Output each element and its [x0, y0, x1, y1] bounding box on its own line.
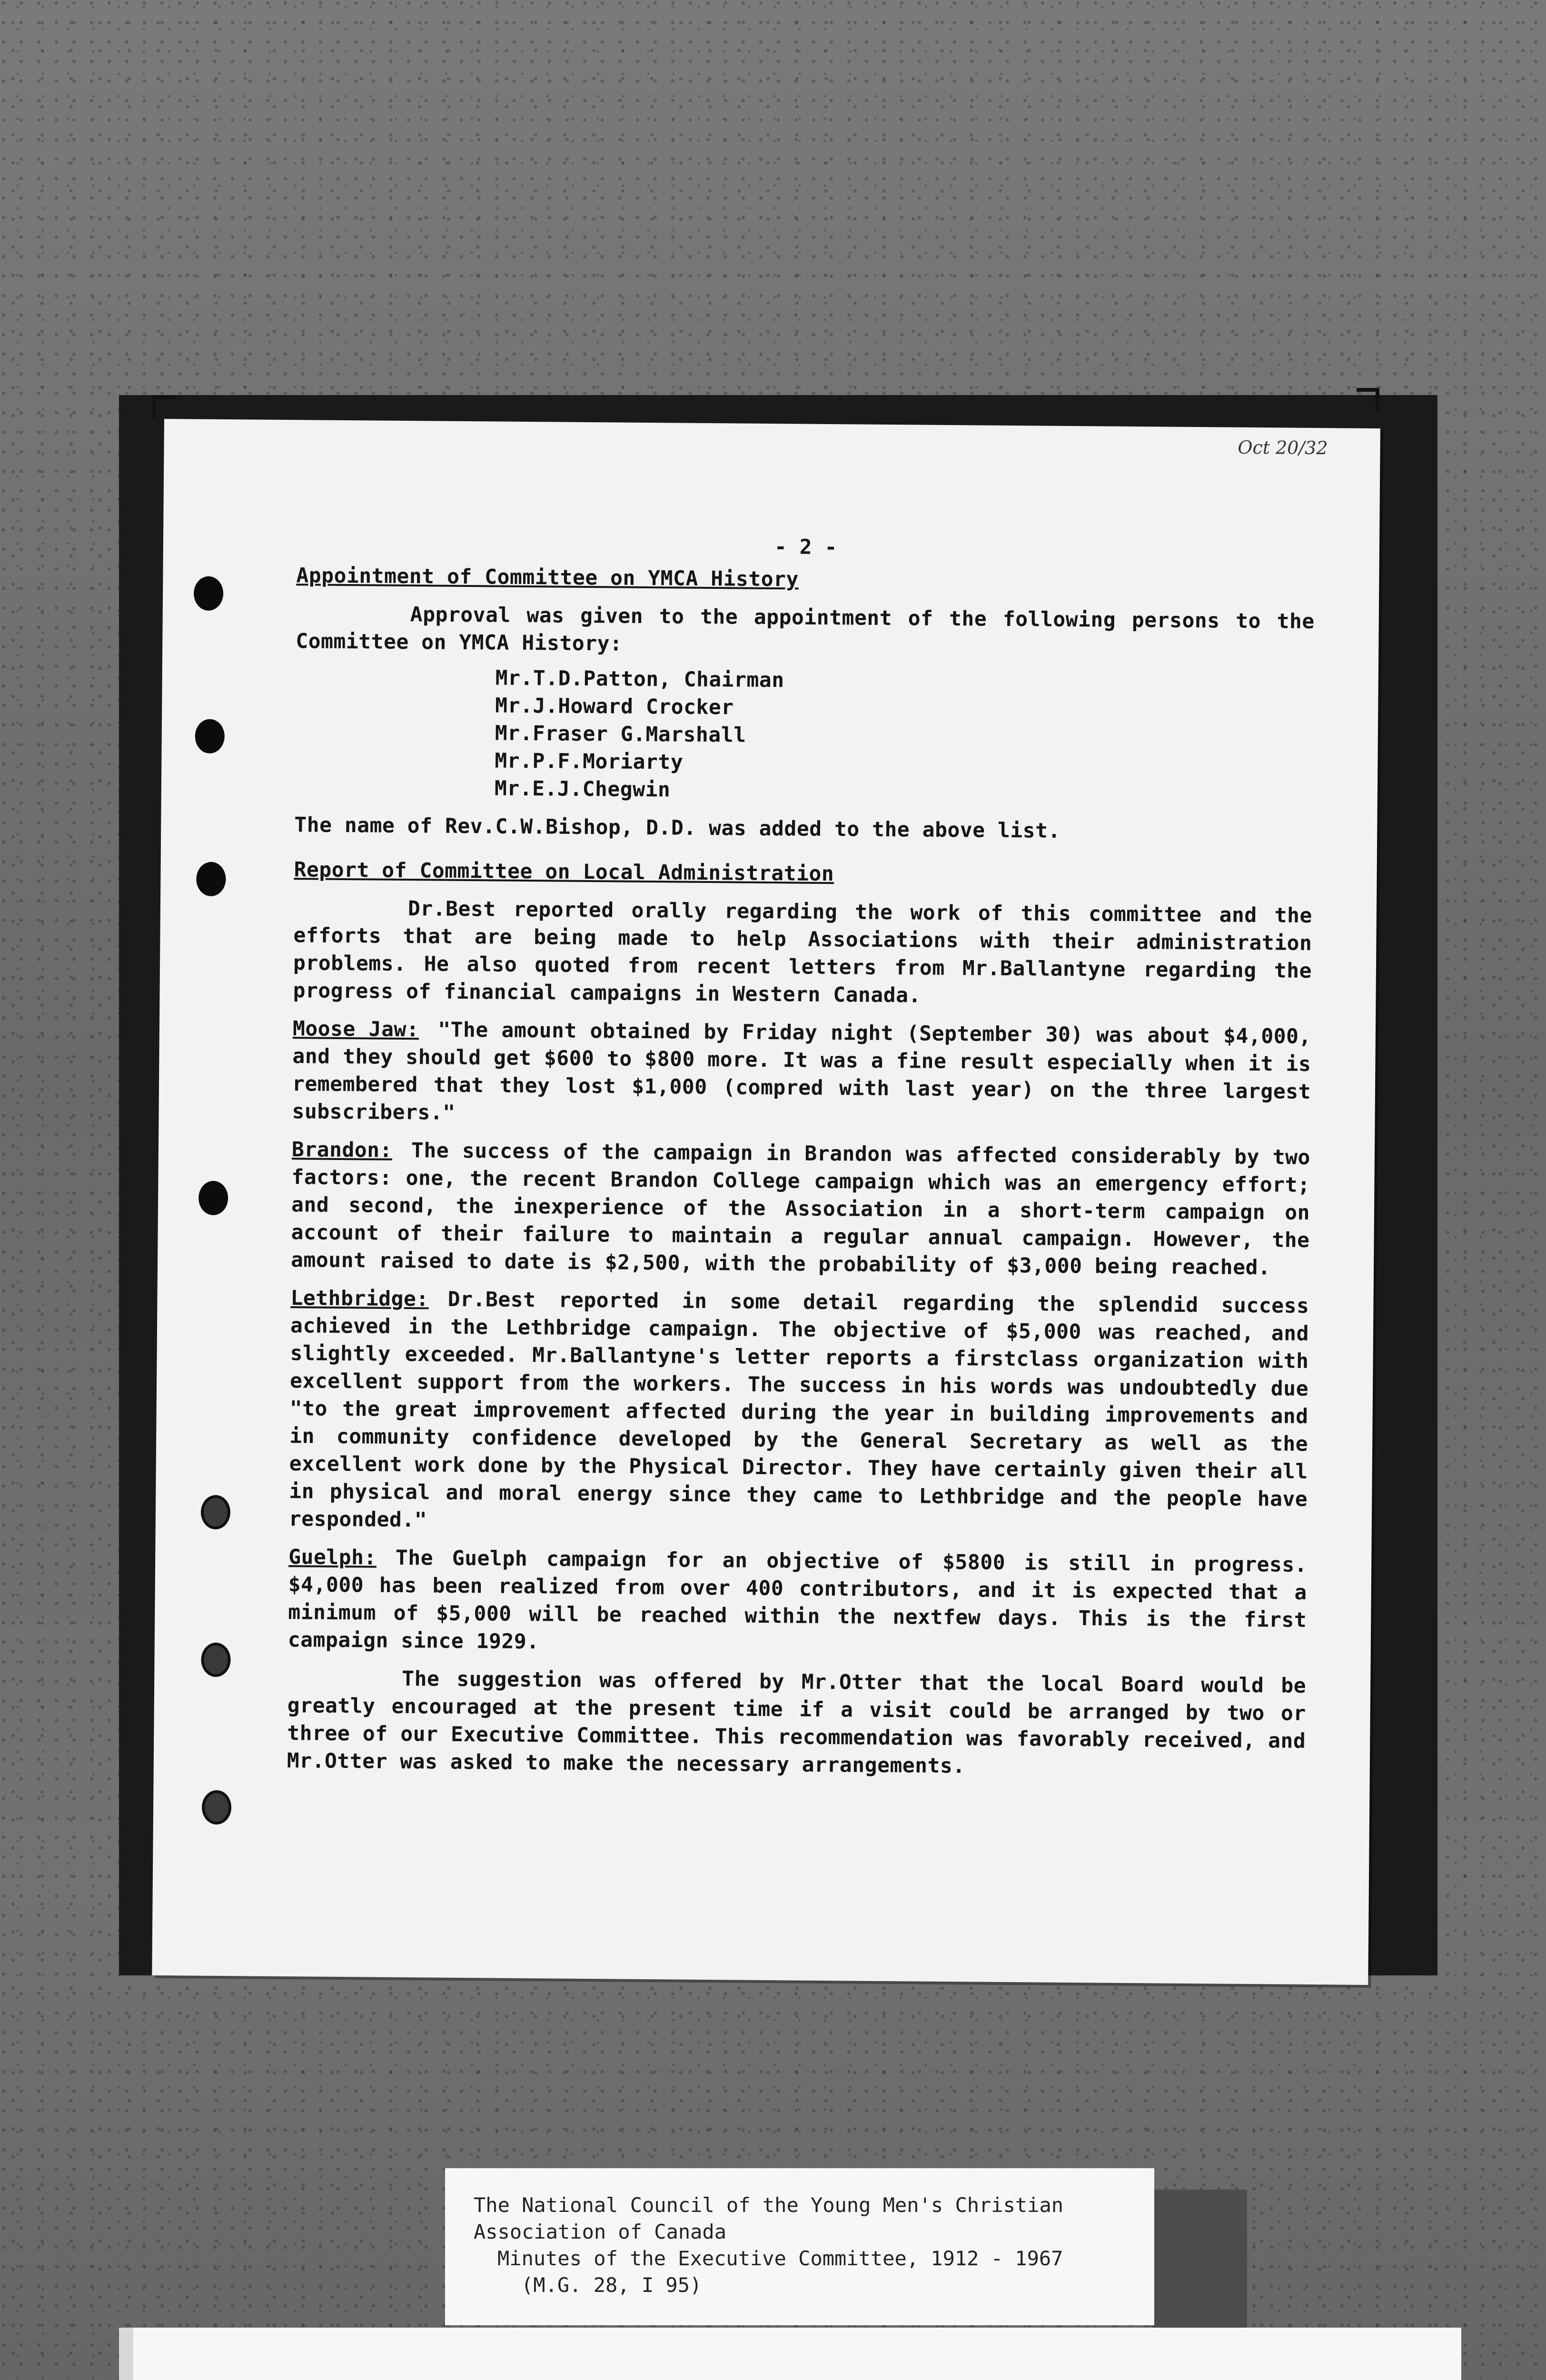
- archive-label: [445, 2168, 1154, 2325]
- punch-hole: [201, 1643, 231, 1677]
- typed-page: [152, 419, 1380, 1985]
- campaign-entry: [291, 1136, 1310, 1282]
- campaign-entry: [288, 1543, 1308, 1662]
- corner-mark-top-right: [1357, 388, 1379, 411]
- paragraph: The suggestion was offered by Mr.Otter that the local Board would be greatly encouraged at the present time if a visit could be arranged by two or three of our Executive Committee. This recommendation was favorably received, and Mr.Otter was asked to make the necessary arrangements.: [287, 1667, 1307, 1778]
- paragraph: The name of Rev.C.W.Bishop, D.D. was added to the above list.: [294, 813, 1061, 843]
- member-name: Mr.T.D.Patton, Chairman: [495, 666, 784, 693]
- archive-card: [119, 2328, 1461, 2380]
- section-heading: Appointment of Committee on YMCA History: [296, 564, 799, 592]
- campaign-place: Brandon:: [291, 1138, 393, 1162]
- campaign-text: "The amount obtained by Friday night (September 30) was about $4,000, and they should get $600 to $800 more. It was a fine result especially when it is remembered that they lost $1,000 (compred with last year) on the three largest subscribers.": [292, 1018, 1312, 1125]
- campaign-entry: [292, 1015, 1311, 1133]
- member-name: Mr.J.Howard Crocker: [495, 694, 734, 720]
- tape-strip: [1152, 2190, 1247, 2328]
- campaign-entry: [289, 1284, 1309, 1541]
- paragraph: Dr.Best reported orally regarding the work of this committee and the efforts that are being made to help Associations with their administration problems. He also quoted from recent letters from Mr.Ballantyne regarding the progress of financial campaigns in Western Canada.: [293, 897, 1313, 1008]
- campaign-text: The Guelph campaign for an objective of $5800 is still in progress. $4,000 has been realized from over 400 contributors, and it is expected that a minimum of $5,000 will be reached within the nextfew days. This is the first campaign since 1929.: [287, 1546, 1308, 1654]
- page-number: - 2 -: [774, 535, 838, 560]
- handwritten-annotation: Oct 20/32: [1238, 436, 1328, 459]
- punch-hole: [195, 719, 225, 754]
- archive-label-line: Association of Canada: [474, 2220, 727, 2243]
- campaign-text: The success of the campaign in Brandon was affected considerably by two factors: one, the recent Brandon College campaign which was an emergency effort; and second, the inexperience of the Association in a short-term campaign on account of their failure to maintain a regular annual campaign. However, the amount raised to date is $2,500, with the probability of $3,000 being reached.: [290, 1139, 1311, 1280]
- campaign-text: Dr.Best reported in some detail regarding the splendid success achieved in the Lethbridge campaign. The objective of $5,000 was reached, and slightly exceeded. Mr.Ballantyne's letter reports a firstclass organization with excellent support from the workers. The success in his words was undoubtedly due "to the great improvement affected during the year in building improvements and in community confidence developed by the General Secretary as well as the excellent work done by the Physical Director. They have certainly given their all in physical and moral energy since they came to Lethbridge and the people have responded.": [288, 1287, 1309, 1532]
- campaign-place: Moose Jaw:: [292, 1017, 419, 1042]
- section-heading: Report of Committee on Local Administration: [294, 858, 834, 886]
- committee-member-list: [495, 664, 1314, 808]
- paragraph: Approval was given to the appointment of the following persons to the Committee on YMCA History:: [296, 603, 1315, 656]
- corner-mark-top-left: [152, 395, 175, 418]
- document-body: [287, 529, 1315, 1783]
- archive-label-line: The National Council of the Young Men's Christian: [474, 2193, 1064, 2217]
- punch-hole: [194, 576, 224, 611]
- punch-hole: [198, 1181, 228, 1215]
- archive-label-line: Minutes of the Executive Committee, 1912 - 1967: [497, 2247, 1063, 2270]
- punch-hole: [202, 1790, 232, 1825]
- member-name: Mr.P.F.Moriarty: [495, 749, 684, 774]
- punch-hole: [201, 1495, 231, 1529]
- campaign-place: Guelph:: [288, 1545, 377, 1570]
- archive-label-line: (M.G. 28, I 95): [521, 2273, 702, 2297]
- campaign-place: Lethbridge:: [290, 1286, 429, 1311]
- member-name: Mr.E.J.Chegwin: [494, 776, 671, 802]
- member-name: Mr.Fraser G.Marshall: [495, 721, 746, 747]
- punch-hole: [196, 862, 226, 896]
